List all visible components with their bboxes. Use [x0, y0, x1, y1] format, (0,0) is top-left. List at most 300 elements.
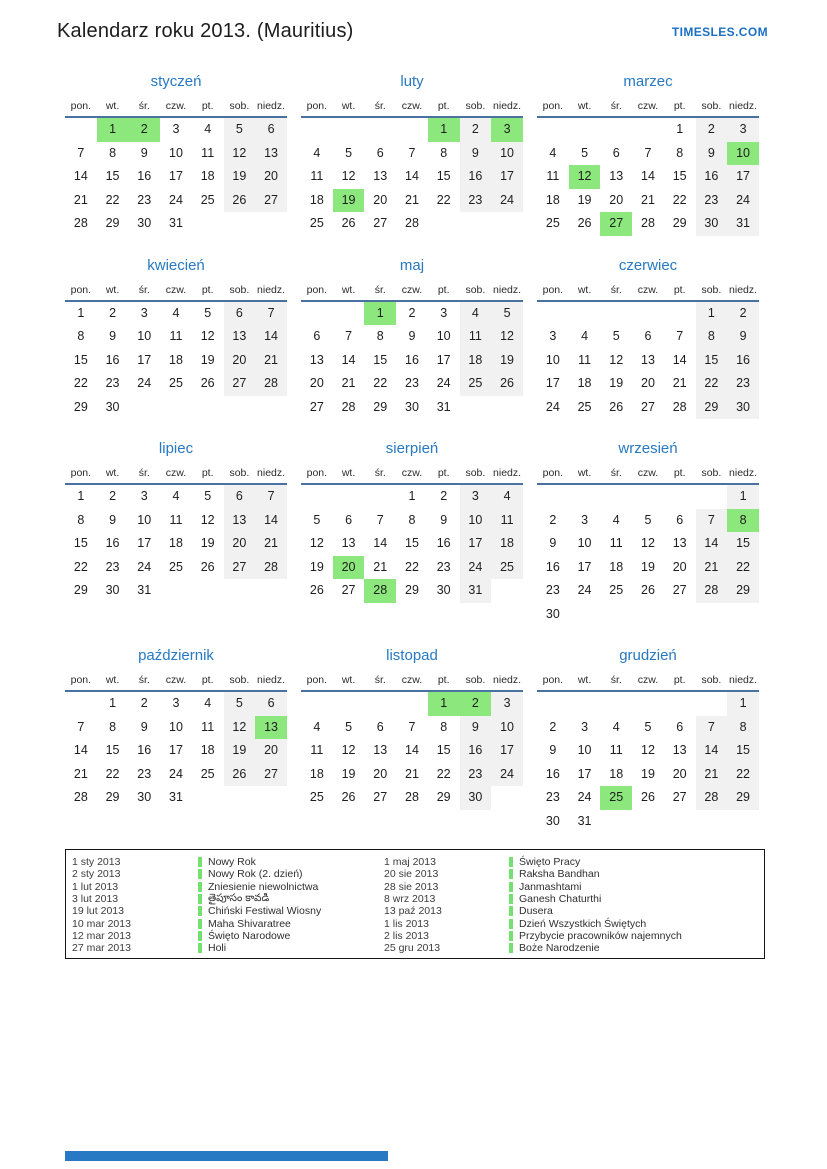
day-cell: 9 [727, 325, 759, 349]
day-cell: 14 [641, 169, 655, 183]
day-cell: 17 [169, 169, 183, 183]
day-cell: 6 [224, 485, 256, 509]
day-cell: 12 [341, 743, 356, 757]
day-cell: 7 [255, 485, 287, 509]
day-cell-holiday: 2 [460, 692, 492, 716]
day-cell: 24 [169, 192, 183, 207]
weekday-header: niedz. [257, 283, 286, 296]
day-cell: 14 [255, 509, 287, 533]
day-cell: 16 [696, 165, 728, 189]
day-cell: 15 [73, 536, 88, 550]
week-row [65, 485, 287, 509]
day-cell: 24 [491, 763, 523, 787]
day-cell: 12 [200, 329, 215, 343]
month-9 [537, 439, 759, 626]
day-cell: 30 [436, 583, 451, 597]
day-cell: 2 [109, 305, 117, 320]
day-cell: 3 [140, 489, 148, 503]
day-cell-empty [696, 485, 728, 509]
day-cell: 6 [345, 512, 353, 527]
day-cell: 26 [491, 372, 523, 396]
weekday-header-row [537, 281, 759, 302]
weekday-header: pon. [306, 674, 328, 686]
day-cell-empty [364, 485, 396, 509]
day-cell: 6 [612, 145, 620, 160]
day-cell: 16 [137, 743, 152, 757]
day-cell: 21 [255, 349, 287, 373]
day-cell: 1 [727, 692, 759, 716]
day-cell: 11 [310, 743, 324, 757]
week-row [537, 189, 759, 213]
weekday-header: pt. [437, 674, 450, 686]
weekday-header: pon. [542, 674, 564, 686]
day-cell: 12 [609, 352, 624, 367]
month-title: czerwiec [618, 256, 678, 274]
weekday-header: wt. [341, 283, 356, 296]
holidays-left [72, 856, 384, 958]
day-cell-holiday: 10 [727, 142, 759, 166]
day-cell: 1 [109, 696, 117, 710]
day-cell: 3 [140, 305, 148, 320]
day-cell: 17 [577, 766, 592, 781]
day-cell: 15 [727, 532, 759, 556]
day-cell: 5 [644, 512, 652, 527]
day-cell: 20 [672, 559, 687, 574]
weekday-header: niedz. [493, 674, 522, 686]
day-cell: 26 [309, 583, 324, 597]
month-title: styczeń [150, 73, 202, 90]
holiday-marker [509, 919, 513, 929]
day-cell: 9 [140, 145, 148, 160]
day-cell: 2 [727, 302, 759, 326]
day-cell-holiday: 1 [364, 302, 396, 326]
weekday-header: wt. [341, 674, 356, 686]
day-cell-holiday: 28 [364, 579, 396, 603]
day-cell: 6 [644, 329, 652, 343]
week-row [65, 372, 287, 396]
week-row [301, 763, 523, 787]
page-title: Kalendarz roku 2013. (Mauritius) [57, 20, 354, 42]
day-cell: 23 [405, 376, 419, 390]
weekday-header: sob. [701, 100, 722, 112]
day-cell-empty [569, 485, 601, 509]
day-cell: 11 [609, 536, 623, 550]
day-cell: 7 [255, 302, 287, 326]
day-cell: 26 [341, 216, 356, 230]
week-row [65, 118, 287, 142]
weekday-header: śr. [374, 283, 386, 296]
week-row [301, 485, 523, 509]
day-cell: 8 [696, 325, 728, 349]
weekday-header-row [301, 97, 523, 118]
weekday-header: wt. [577, 467, 592, 479]
day-cell: 16 [460, 739, 492, 763]
day-cell: 14 [373, 536, 388, 550]
day-cell-holiday: 25 [600, 786, 632, 810]
day-cell: 30 [460, 786, 492, 810]
weekday-header: czw. [165, 674, 187, 686]
week-row [301, 372, 523, 396]
month-1 [65, 72, 287, 236]
day-cell-empty [301, 485, 333, 509]
weekday-header: pon. [70, 283, 92, 296]
week-row [65, 212, 287, 236]
day-cell: 26 [609, 399, 624, 414]
day-cell: 23 [105, 376, 120, 390]
holiday-date: 1 maj 2013 [384, 856, 436, 869]
day-cell-empty [160, 396, 192, 420]
day-cell: 2 [109, 489, 117, 503]
day-cell-empty [600, 810, 632, 834]
day-cell: 12 [641, 536, 655, 550]
holiday-name: Nowy Rok [208, 856, 256, 869]
day-cell: 16 [405, 352, 419, 367]
month-title: marzec [623, 73, 673, 90]
holiday-name: Święto Narodowe [208, 929, 291, 942]
day-cell: 15 [105, 169, 120, 183]
day-cell: 6 [376, 145, 384, 160]
day-cell: 14 [73, 743, 88, 757]
weekday-header: wt. [105, 100, 120, 112]
day-cell: 14 [73, 169, 88, 183]
day-cell: 31 [137, 583, 152, 597]
month-2 [301, 72, 523, 236]
weekday-header: śr. [138, 674, 150, 686]
day-cell: 26 [200, 376, 215, 390]
month-title: wrzesień [618, 440, 678, 457]
day-cell: 10 [577, 536, 592, 550]
day-cell: 25 [491, 556, 523, 580]
day-cell: 27 [255, 763, 287, 787]
holiday-marker [198, 857, 202, 867]
day-cell: 11 [578, 352, 592, 367]
day-cell: 30 [105, 399, 120, 414]
holiday-name: Holi [208, 942, 227, 955]
day-cell: 12 [309, 536, 324, 550]
holiday-row [384, 893, 682, 905]
day-cell-holiday: 3 [491, 118, 523, 142]
day-cell: 23 [545, 583, 560, 597]
day-cell: 5 [345, 145, 353, 160]
day-cell-empty [632, 603, 664, 627]
day-cell: 4 [172, 489, 180, 503]
weekday-header: sob. [701, 283, 722, 296]
bottom-accent-bar [65, 1151, 388, 1161]
weekday-header: niedz. [729, 467, 758, 479]
weekday-header-row [301, 464, 523, 485]
day-cell: 26 [200, 559, 215, 574]
weekday-header-row [65, 464, 287, 485]
day-cell: 5 [644, 719, 652, 734]
day-cell: 6 [676, 512, 684, 527]
day-cell: 28 [73, 216, 88, 230]
day-cell-empty [192, 212, 224, 236]
weekday-header: czw. [401, 674, 423, 686]
week-row [301, 349, 523, 373]
day-cell: 29 [405, 583, 419, 597]
weekday-header: śr. [374, 100, 386, 112]
day-cell-empty [364, 692, 396, 716]
site-link[interactable]: TIMESLES.COM [671, 25, 768, 39]
day-cell: 29 [373, 399, 388, 414]
day-cell-empty [333, 485, 365, 509]
holiday-row [72, 856, 384, 868]
weekday-header: niedz. [257, 674, 286, 686]
day-cell-empty [65, 692, 97, 716]
day-cell: 30 [105, 583, 120, 597]
day-cell: 25 [200, 766, 215, 781]
day-cell-empty [255, 396, 287, 420]
week-row [537, 716, 759, 740]
weekday-header: pon. [306, 283, 328, 296]
week-row [301, 509, 523, 533]
day-cell-empty [696, 810, 728, 834]
day-cell: 11 [609, 743, 623, 757]
day-cell-empty [224, 396, 256, 420]
weekday-header: pt. [673, 283, 686, 296]
day-cell: 23 [545, 790, 560, 804]
week-row [65, 716, 287, 740]
holiday-date: 1 lis 2013 [384, 917, 429, 930]
day-cell: 24 [460, 556, 492, 580]
day-cell: 10 [491, 716, 523, 740]
day-cell: 19 [200, 352, 215, 367]
day-cell: 18 [309, 766, 324, 781]
holiday-marker [509, 943, 513, 953]
day-cell-empty [537, 302, 569, 326]
day-cell: 22 [73, 559, 88, 574]
day-cell: 31 [460, 579, 492, 603]
day-cell: 14 [405, 169, 419, 183]
day-cell: 16 [460, 165, 492, 189]
day-cell-holiday: 1 [428, 692, 460, 716]
day-cell: 3 [460, 485, 492, 509]
day-cell: 19 [200, 536, 215, 550]
day-cell: 24 [545, 399, 560, 414]
day-cell: 7 [376, 512, 384, 527]
day-cell-empty [537, 485, 569, 509]
day-cell: 22 [727, 556, 759, 580]
day-cell: 11 [201, 145, 215, 160]
holiday-row [72, 930, 384, 942]
week-row [301, 118, 523, 142]
day-cell: 23 [137, 192, 152, 207]
day-cell: 21 [373, 559, 388, 574]
holiday-date: 1 lut 2013 [72, 880, 119, 893]
day-cell: 18 [491, 532, 523, 556]
day-cell: 7 [77, 719, 85, 734]
day-cell: 7 [408, 719, 416, 734]
day-cell: 26 [577, 216, 592, 230]
day-cell: 4 [612, 512, 620, 527]
holiday-row [384, 881, 682, 893]
week-row [65, 509, 287, 533]
holidays-box [65, 849, 765, 959]
week-row [537, 786, 759, 810]
day-cell: 9 [408, 329, 416, 343]
holiday-marker [198, 869, 202, 879]
weekday-header: wt. [341, 100, 356, 112]
day-cell-holiday: 12 [569, 165, 601, 189]
weekday-header: sob. [229, 283, 250, 296]
week-row [301, 692, 523, 716]
day-cell: 22 [696, 372, 728, 396]
weekday-header: czw. [637, 100, 659, 112]
weekday-header-row [301, 671, 523, 692]
day-cell: 27 [224, 372, 256, 396]
day-cell: 11 [169, 512, 183, 527]
day-cell: 21 [341, 376, 356, 390]
weekday-header: wt. [105, 467, 120, 479]
holiday-date: 10 mar 2013 [72, 917, 131, 930]
holiday-marker [198, 894, 202, 904]
weekday-header: wt. [577, 100, 592, 112]
week-row [301, 532, 523, 556]
weekday-header: pt. [201, 283, 214, 296]
day-cell: 5 [491, 302, 523, 326]
day-cell: 14 [672, 352, 687, 367]
weekday-header: niedz. [493, 467, 522, 479]
day-cell: 17 [491, 165, 523, 189]
day-cell: 23 [105, 559, 120, 574]
day-cell: 26 [341, 790, 356, 804]
day-cell: 18 [577, 376, 592, 390]
day-cell: 16 [727, 349, 759, 373]
holiday-marker [198, 943, 202, 953]
day-cell: 17 [545, 376, 560, 390]
day-cell: 20 [224, 349, 256, 373]
holiday-marker [198, 882, 202, 892]
month-title: grudzień [619, 647, 677, 664]
day-cell-empty [128, 396, 160, 420]
day-cell: 2 [408, 305, 416, 320]
day-cell: 11 [169, 329, 183, 343]
holiday-row [384, 930, 682, 942]
day-cell: 28 [696, 786, 728, 810]
day-cell: 13 [224, 325, 256, 349]
day-cell-holiday: 13 [255, 716, 287, 740]
day-cell: 13 [641, 352, 655, 367]
day-cell: 2 [460, 118, 492, 142]
day-cell-empty [664, 692, 696, 716]
day-cell-empty [664, 302, 696, 326]
day-cell: 14 [405, 743, 419, 757]
day-cell: 19 [577, 192, 592, 207]
day-cell: 6 [255, 118, 287, 142]
day-cell: 19 [609, 376, 624, 390]
day-cell-empty [600, 118, 632, 142]
weekday-header: czw. [165, 467, 187, 479]
months-grid [65, 72, 759, 833]
day-cell-empty [632, 692, 664, 716]
weekday-header: wt. [577, 674, 592, 686]
holiday-row [72, 868, 384, 880]
day-cell: 10 [137, 512, 152, 527]
week-row [537, 396, 759, 420]
day-cell-empty [537, 118, 569, 142]
day-cell: 28 [405, 216, 419, 230]
week-row [537, 142, 759, 166]
day-cell-empty [301, 118, 333, 142]
holiday-name: Święto Pracy [519, 856, 581, 869]
day-cell-empty [491, 396, 523, 420]
day-cell: 14 [696, 532, 728, 556]
week-row [301, 739, 523, 763]
holiday-date: 12 mar 2013 [72, 929, 131, 942]
week-row [537, 165, 759, 189]
day-cell: 2 [140, 696, 148, 710]
day-cell-holiday: 2 [128, 118, 160, 142]
day-cell: 18 [169, 352, 183, 367]
holiday-name: Nowy Rok (2. dzień) [208, 868, 303, 881]
weekday-header: pon. [542, 467, 564, 479]
day-cell: 30 [137, 216, 152, 230]
day-cell: 3 [172, 696, 180, 710]
day-cell: 29 [696, 396, 728, 420]
day-cell: 12 [641, 743, 655, 757]
day-cell: 17 [169, 743, 183, 757]
day-cell: 13 [672, 536, 687, 550]
day-cell-empty [664, 810, 696, 834]
weekday-header: pon. [542, 100, 564, 112]
day-cell-empty [333, 118, 365, 142]
month-6 [537, 256, 759, 420]
day-cell: 25 [169, 559, 183, 574]
day-cell-empty [255, 212, 287, 236]
day-cell-empty [569, 692, 601, 716]
week-row [301, 786, 523, 810]
holiday-marker [509, 882, 513, 892]
day-cell: 30 [545, 606, 560, 621]
day-cell: 15 [436, 743, 451, 757]
day-cell: 1 [77, 305, 85, 320]
day-cell: 18 [309, 192, 324, 207]
month-title: lipiec [158, 440, 194, 457]
day-cell-empty [491, 579, 523, 603]
month-7 [65, 439, 287, 626]
day-cell: 4 [204, 696, 212, 710]
day-cell: 7 [696, 509, 728, 533]
day-cell: 21 [696, 763, 728, 787]
day-cell: 15 [727, 739, 759, 763]
day-cell: 25 [169, 376, 183, 390]
week-row [65, 302, 287, 326]
week-row [537, 302, 759, 326]
day-cell: 29 [727, 786, 759, 810]
day-cell-empty [727, 810, 759, 834]
weekday-header: śr. [610, 467, 622, 479]
weekday-header: czw. [401, 467, 423, 479]
day-cell-empty [600, 485, 632, 509]
day-cell: 23 [436, 559, 451, 574]
day-cell: 27 [255, 189, 287, 213]
weekday-header: czw. [165, 283, 187, 296]
day-cell: 7 [644, 145, 652, 160]
day-cell: 8 [676, 145, 684, 160]
day-cell: 15 [672, 169, 687, 183]
day-cell-empty [727, 603, 759, 627]
holiday-name: Maha Shivaratree [208, 917, 291, 930]
day-cell: 19 [224, 165, 256, 189]
day-cell: 9 [460, 716, 492, 740]
day-cell: 16 [545, 766, 560, 781]
day-cell: 29 [105, 790, 120, 804]
day-cell-empty [664, 485, 696, 509]
day-cell: 24 [727, 189, 759, 213]
holiday-date: 2 sty 2013 [72, 868, 121, 881]
day-cell: 4 [313, 145, 321, 160]
holiday-marker [509, 857, 513, 867]
